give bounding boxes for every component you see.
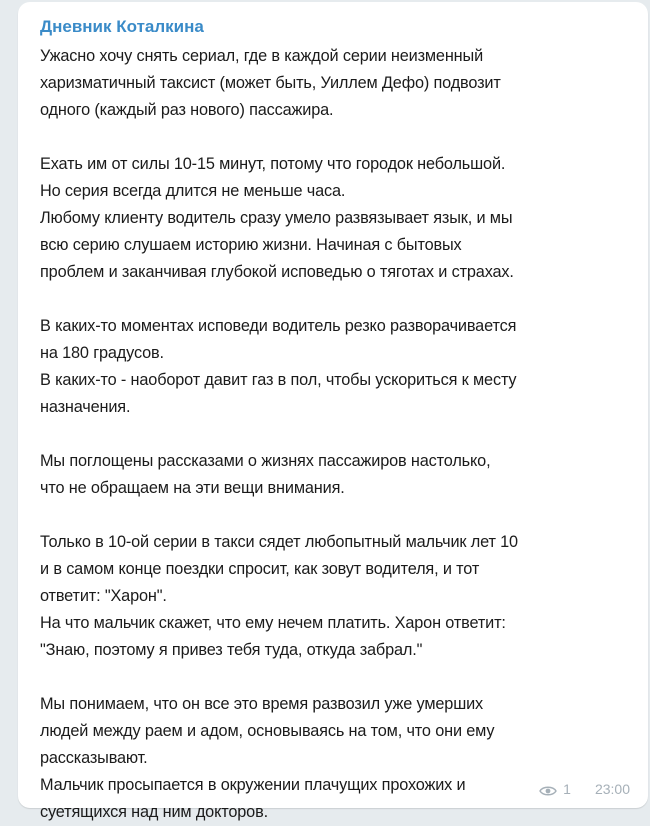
post-text bbox=[40, 43, 626, 826]
post-text-line: В каких-то моментах исповеди водитель резко разворачивается bbox=[40, 317, 517, 335]
post-text-line: харизматичный таксист (может быть, Уиллем Дефо) подвозит bbox=[40, 74, 501, 92]
post-text-line: всю серию слушаем историю жизни. Начиная с бытовых bbox=[40, 236, 462, 254]
post-text-line: Но серия всегда длится не меньше часа. bbox=[40, 182, 346, 200]
post-text-line: Мы поглощены рассказами о жизнях пассажиров настолько, bbox=[40, 452, 491, 470]
post-text-line: ответит: "Харон". bbox=[40, 587, 167, 605]
post-text-line: На что мальчик скажет, что ему нечем платить. Харон ответит: bbox=[40, 614, 506, 632]
post-text-line: и в самом конце поездки спросит, как зовут водителя, и тот bbox=[40, 560, 480, 578]
message-bubble bbox=[18, 2, 648, 821]
post-text-line: Ужасно хочу снять сериал, где в каждой серии неизменный bbox=[40, 47, 484, 65]
post-text-line: Ехать им от силы 10-15 минут, потому что городок небольшой. bbox=[40, 155, 506, 173]
post-paragraph bbox=[40, 43, 626, 124]
post-text-line: одного (каждый раз нового) пассажира. bbox=[40, 101, 334, 119]
eye-icon bbox=[539, 783, 557, 795]
message-meta bbox=[539, 780, 630, 798]
post-paragraph bbox=[40, 151, 626, 286]
post-text-line: проблем и заканчивая глубокой исповедью о тяготах и страхах. bbox=[40, 263, 514, 281]
post-text-line: назначения. bbox=[40, 398, 131, 416]
channel-name[interactable]: Дневник Коталкина bbox=[40, 17, 204, 36]
post-text-line: "Знаю, поэтому я привез тебя туда, откуда забрал." bbox=[40, 641, 423, 659]
message-time: 23:00 bbox=[594, 781, 630, 797]
post-text-line: суетящихся над ним докторов. bbox=[40, 803, 268, 821]
post-text-line: рассказывают. bbox=[40, 749, 148, 767]
post-text-line: Только в 10-ой серии в такси сядет любопытный мальчик лет 10 bbox=[40, 533, 518, 551]
post-text-line: Мальчик просыпается в окружении плачущих прохожих и bbox=[40, 776, 466, 794]
post-paragraph bbox=[40, 691, 626, 826]
post-text-line: людей между раем и адом, основываясь на том, что они ему bbox=[40, 722, 495, 740]
post-paragraph bbox=[40, 448, 626, 502]
post-text-line: Любому клиенту водитель сразу умело развязывает язык, и мы bbox=[40, 209, 513, 227]
post-text-line: В каких-то - наоборот давит газ в пол, чтобы ускориться к месту bbox=[40, 371, 517, 389]
post-text-line: на 180 градусов. bbox=[40, 344, 164, 362]
view-count: 1 bbox=[563, 781, 571, 797]
post-text-line: что не обращаем на эти вещи внимания. bbox=[40, 479, 345, 497]
post-text-line: Мы понимаем, что он все это время развозил уже умерших bbox=[40, 695, 484, 713]
post-paragraph bbox=[40, 529, 626, 664]
post-paragraph bbox=[40, 313, 626, 421]
